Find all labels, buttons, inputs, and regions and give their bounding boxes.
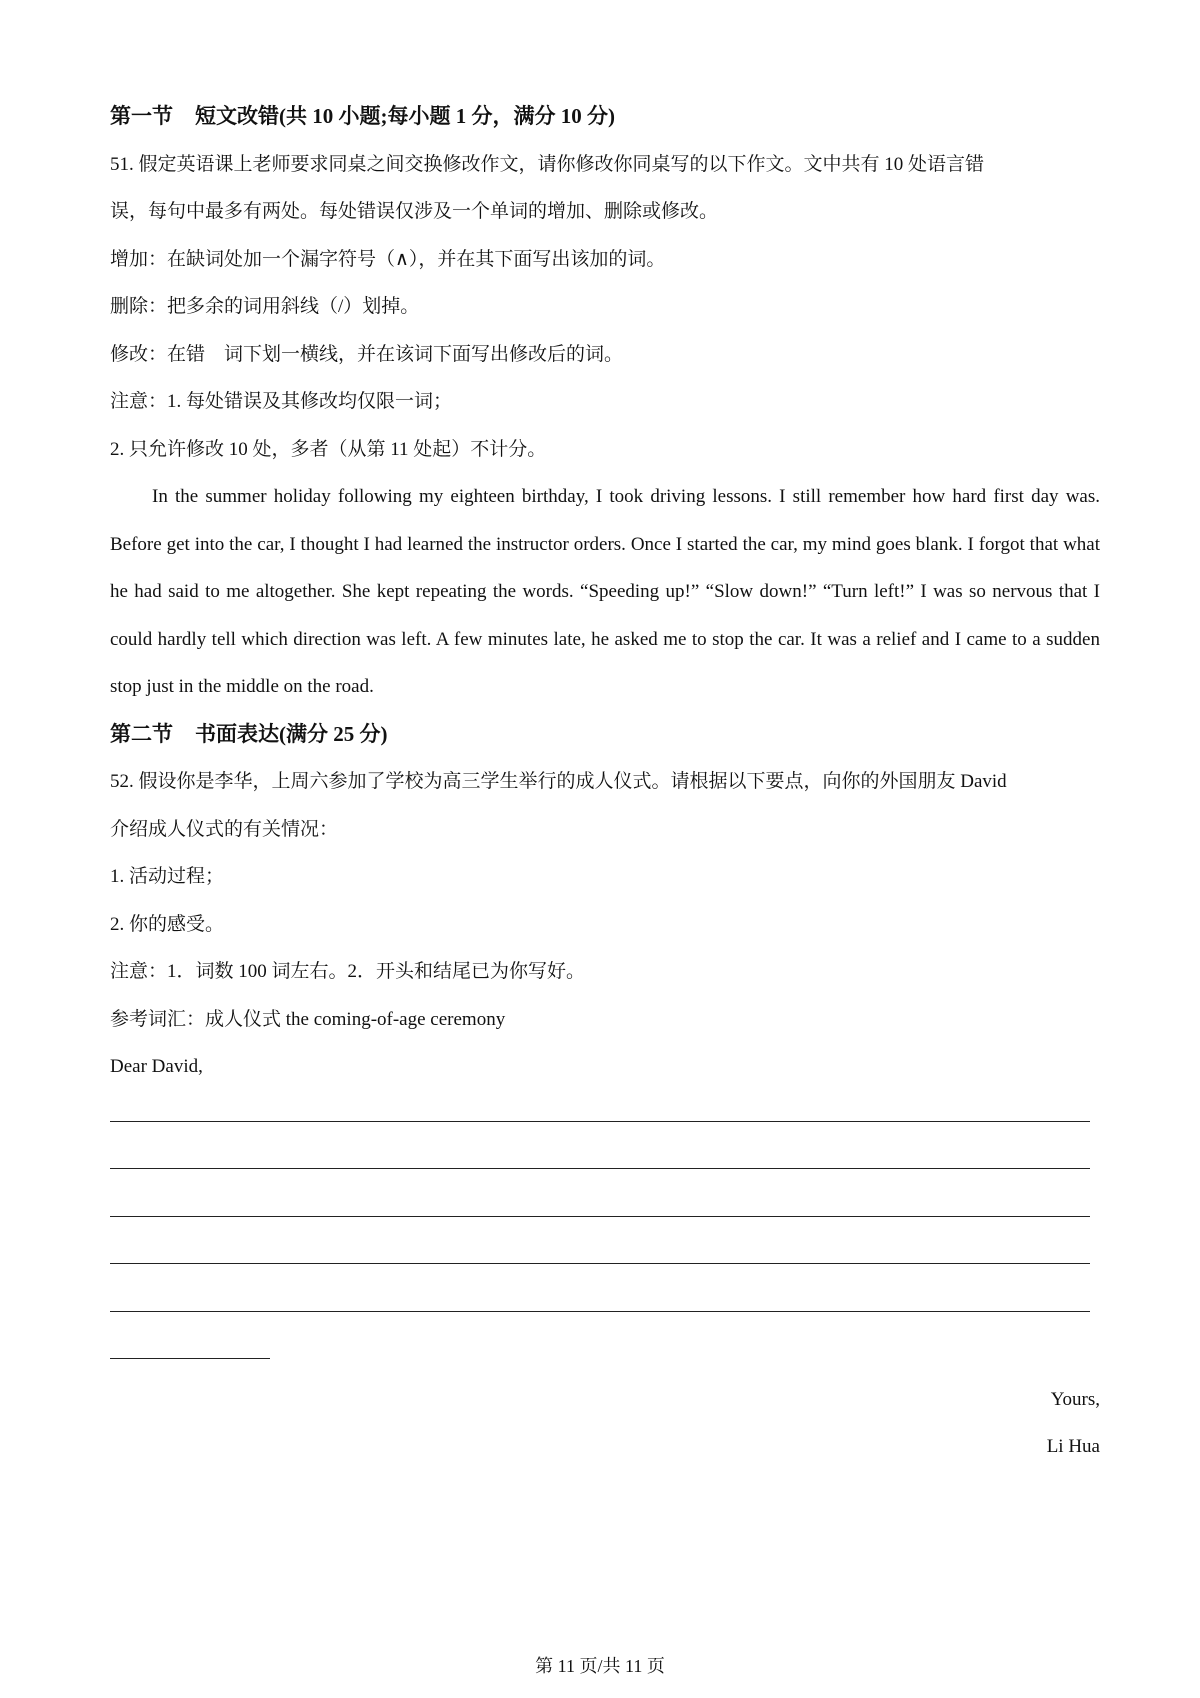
page-number: 第 11 页/共 11 页 [535, 1656, 665, 1676]
point-1: 1. 活动过程； [110, 866, 225, 887]
add-rule: 增加：在缺词处加一个漏字符号（∧），并在其下面写出该加的词。 [110, 248, 666, 270]
note-1: 注意：1. 每处错误及其修改均仅限一词； [110, 391, 453, 412]
q52-instruction-line1: 52. 假设你是李华，上周六参加了学校为高三学生举行的成人仪式。请根据以下要点，向你的外国朋友 David [110, 771, 1007, 792]
reference-vocab: 参考词汇：成人仪式 the coming-of-age ceremony [110, 1008, 506, 1030]
error-correction-passage: In the summer holiday following my eighteen birthday, I took driving lessons. I still remember how hard first day was. Before get into the car, I thought I had learned the instructor orders. Once I started the car, my mind goes blank. I forgot that what he had said to me altogether. She kept repeating the words. “Speeding up!” “Slow down!” “Turn left!” I was so nervous that I could hardly tell which direction was left. A few minutes late, he asked me to stop the car. It was a relief and I came to a sudden stop just in the middle on the road. [110, 486, 1100, 697]
letter-greeting: Dear David, [110, 1056, 203, 1077]
writing-line[interactable] [110, 1091, 1100, 1139]
exam-page [110, 93, 1100, 1471]
q51-instruction-line2: 误，每句中最多有两处。每处错误仅涉及一个单词的增加、删除或修改。 [110, 201, 719, 222]
section2-heading [110, 711, 1100, 759]
section1-heading [110, 93, 1100, 141]
writing-line[interactable] [110, 1138, 1100, 1186]
point-2: 2. 你的感受。 [110, 913, 225, 935]
section2-heading-title: 书面表达(满分 25 分) [195, 721, 388, 746]
writing-line[interactable] [110, 1281, 1100, 1329]
section1-heading-number: 第一节 [110, 104, 173, 128]
q52-instruction-line2: 介绍成人仪式的有关情况： [110, 818, 339, 840]
writing-line[interactable] [110, 1233, 1100, 1281]
delete-rule: 删除：把多余的词用斜线（/）划掉。 [110, 296, 420, 317]
section1-heading-title: 短文改错(共 10 小题;每小题 1 分，满分 10 分) [195, 104, 615, 128]
modify-rule: 修改：在错 词下划一横线，并在该词下面写出修改后的词。 [110, 343, 624, 365]
writing-note: 注意：1．词数 100 词左右。2．开头和结尾已为你写好。 [110, 961, 586, 982]
letter-closing: Yours, [1050, 1388, 1100, 1410]
section2-heading-number: 第二节 [110, 721, 173, 746]
writing-line-short[interactable] [110, 1328, 1100, 1376]
q51-instruction-line1: 51. 假定英语课上老师要求同桌之间交换修改作文，请你修改你同桌写的以下作文。文中共有 10 处语言错 [110, 153, 985, 175]
note-2: 2. 只允许修改 10 处，多者（从第 11 处起）不计分。 [110, 438, 547, 460]
letter-signature: Li Hua [1046, 1436, 1100, 1457]
writing-line[interactable] [110, 1186, 1100, 1234]
